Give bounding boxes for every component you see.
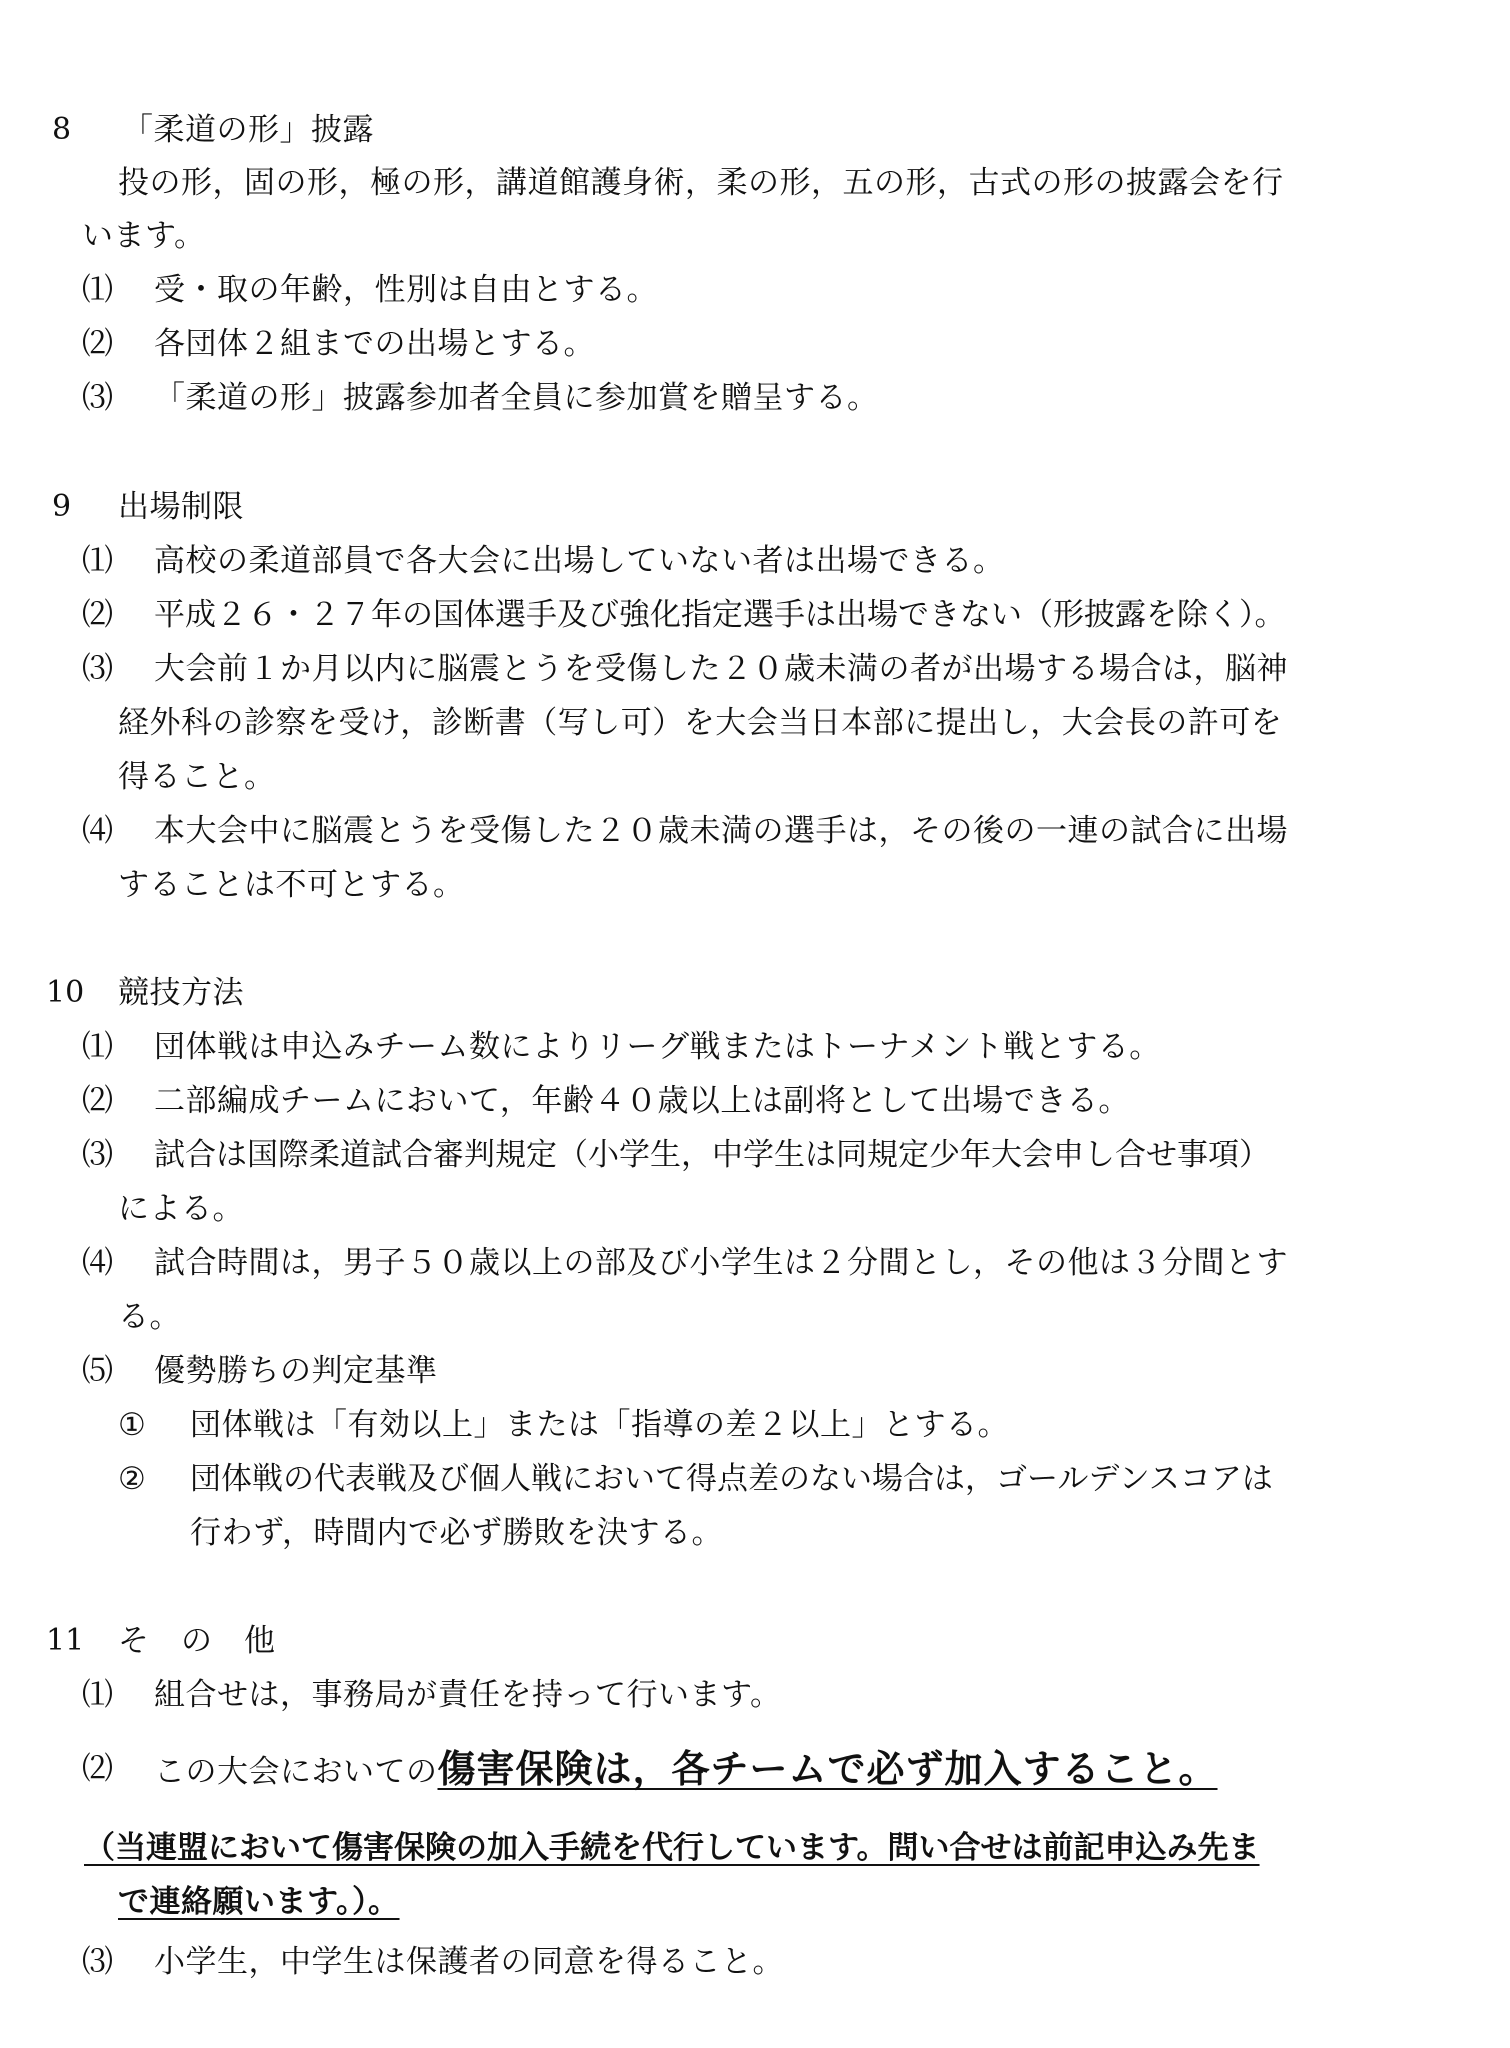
section-11-item-2-text: この大会においての (154, 1754, 438, 1790)
section-9-item-1-text: 高校の柔道部員で各大会に出場していない者は出場できる。 (154, 543, 1005, 579)
section-10-item-1-text: 団体戦は申込みチーム数によりリーグ戦またはトーナメント戦とする。 (154, 1029, 1161, 1065)
section-10-number: 10 (46, 975, 85, 1010)
section-9-item-2-marker: ⑵ (82, 597, 114, 633)
section-8-number: 8 (52, 112, 72, 147)
section-10-item-3-marker: ⑶ (82, 1137, 114, 1173)
section-11-item-1-marker: ⑴ (82, 1677, 114, 1713)
section-8-item-3-text: 「柔道の形」披露参加者全員に参加賞を贈呈する。 (154, 380, 879, 416)
section-8-item-2-marker: ⑵ (82, 326, 114, 362)
section-10-subitem-2-cont1: 行わず，時間内で必ず勝敗を決する。 (190, 1515, 724, 1551)
section-8-item-3-marker: ⑶ (82, 380, 114, 416)
section-11-item-2-row (154, 1746, 1218, 1792)
section-10-item-2-text: 二部編成チームにおいて，年齢４０歳以上は副将として出場できる。 (154, 1083, 1130, 1119)
section-11-title: そ の 他 (118, 1623, 276, 1659)
section-10-item-4-marker: ⑷ (82, 1245, 114, 1281)
insurance-emphasis: 傷害保険は，各チームで必ず加入すること。 (437, 1746, 1218, 1791)
section-8-title: 「柔道の形」披露 (122, 112, 374, 148)
section-10-subitem-2-text: 団体戦の代表戦及び個人戦において得点差のない場合は，ゴールデンスコアは (190, 1461, 1273, 1497)
insurance-note-line1: （当連盟において傷害保険の加入手続を代行しています。問い合せは前記申込み先ま (84, 1830, 1260, 1866)
section-10-item-4-cont1: る。 (118, 1299, 181, 1335)
section-11-item-1-text: 組合せは，事務局が責任を持って行います。 (154, 1677, 782, 1713)
section-8-intro-line2: います。 (82, 218, 206, 254)
section-9-item-3-text: 大会前１か月以内に脳震とうを受傷した２０歳未満の者が出場する場合は，脳神 (154, 651, 1288, 687)
section-9-item-4-marker: ⑷ (82, 813, 114, 849)
section-9-item-3-cont1: 経外科の診察を受け，診断書（写し可）を大会当日本部に提出し，大会長の許可を (118, 705, 1283, 741)
section-9-item-3-cont2: 得ること。 (118, 759, 276, 795)
section-9-item-4-cont1: することは不可とする。 (118, 867, 465, 903)
section-8-item-2-text: 各団体２組までの出場とする。 (154, 326, 595, 362)
section-9-item-4-text: 本大会中に脳震とうを受傷した２０歳未満の選手は，その後の一連の試合に出場 (154, 813, 1288, 849)
section-8-item-1-text: 受・取の年齢，性別は自由とする。 (154, 272, 658, 308)
section-9-title: 出場制限 (118, 489, 244, 525)
section-8-item-1-marker: ⑴ (82, 272, 114, 308)
section-11-item-2-marker: ⑵ (82, 1751, 114, 1787)
section-10-subitem-1-marker: ① (118, 1407, 147, 1443)
section-10-item-1-marker: ⑴ (82, 1029, 114, 1065)
section-9-number: 9 (52, 489, 72, 524)
section-10-subitem-1-text: 団体戦は「有効以上」または「指導の差２以上」とする。 (190, 1407, 1009, 1443)
section-11-item-3-marker: ⑶ (82, 1944, 114, 1980)
section-10-item-4-text: 試合時間は，男子５０歳以上の部及び小学生は２分間とし，その他は３分間とす (154, 1245, 1288, 1281)
section-10-item-2-marker: ⑵ (82, 1083, 114, 1119)
section-10-title: 競技方法 (118, 975, 244, 1011)
section-9-item-1-marker: ⑴ (82, 543, 114, 579)
section-10-subitem-2-marker: ② (118, 1461, 147, 1497)
section-11-item-3-text: 小学生，中学生は保護者の同意を得ること。 (154, 1944, 784, 1980)
section-10-item-5-text: 優勢勝ちの判定基準 (154, 1353, 438, 1389)
insurance-note-line2: で連絡願います。）。 (118, 1884, 400, 1920)
section-9-item-2-text: 平成２６・２７年の国体選手及び強化指定選手は出場できない（形披露を除く）。 (154, 597, 1286, 633)
section-11-number: 11 (46, 1623, 85, 1658)
section-9-item-3-marker: ⑶ (82, 651, 114, 687)
section-8-intro-line1: 投の形，固の形，極の形，講道館護身術，柔の形，五の形，古式の形の披露会を行 (118, 165, 1284, 201)
section-10-item-3-text: 試合は国際柔道試合審判規定（小学生，中学生は同規定少年大会申し合せ事項） (154, 1137, 1270, 1173)
section-10-item-5-marker: ⑸ (82, 1353, 114, 1389)
section-10-item-3-cont1: による。 (118, 1191, 244, 1227)
